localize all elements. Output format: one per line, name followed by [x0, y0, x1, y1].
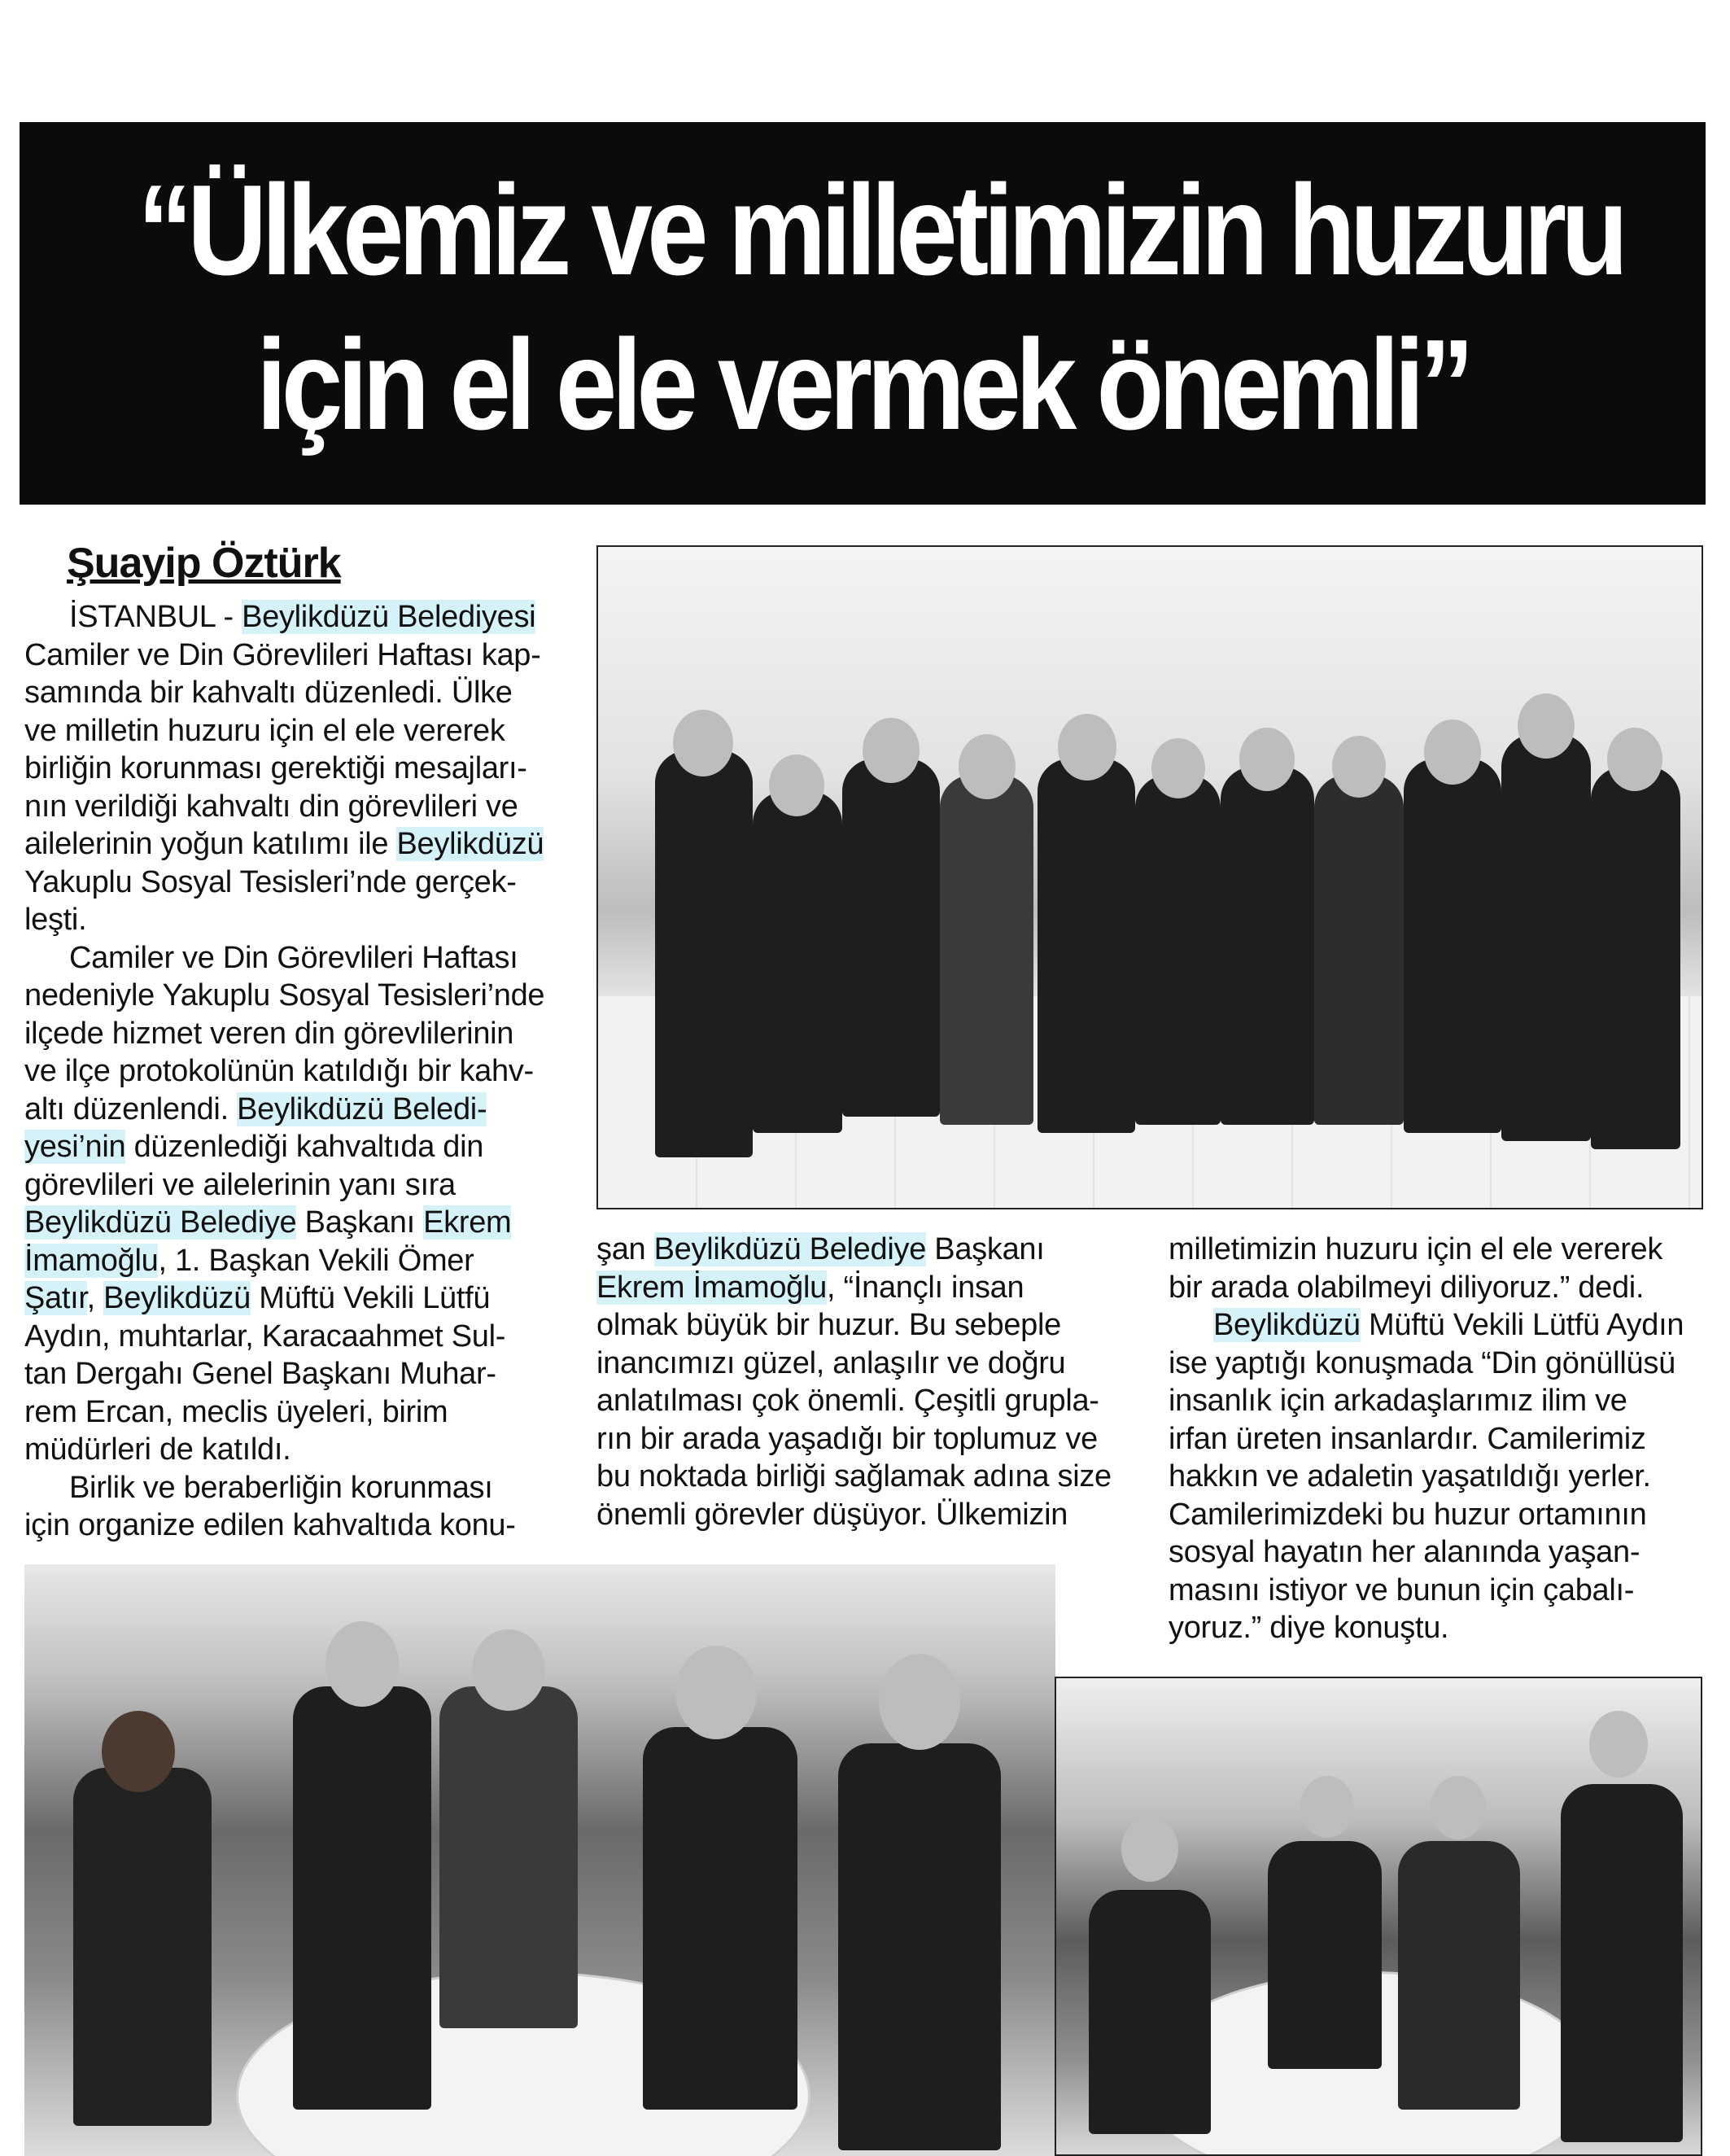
article-line: [24, 864, 561, 902]
text-run: Camilerimizdeki bu huzur ortamının: [1169, 1497, 1647, 1532]
article-line: [1169, 1231, 1706, 1269]
article-line: [24, 977, 561, 1015]
headline-line-1: “Ülkemiz ve milletimizin huzuru: [138, 159, 1623, 302]
text-run: ailelerinin yoğun katılımı ile: [24, 827, 397, 861]
article-column-1: [24, 598, 561, 1545]
article-line: [24, 939, 561, 977]
highlighted-name: Beylikdüzü Beledi-: [237, 1091, 487, 1126]
text-run: Aydın, muhtarlar, Karacaahmet Sul-: [24, 1319, 506, 1354]
text-run: irfan üreten insanlardır. Camilerimiz: [1169, 1421, 1646, 1456]
article-line: [24, 598, 561, 636]
text-run: leşti.: [24, 903, 87, 937]
text-run: rem Ercan, meclis üyeleri, birim: [24, 1394, 448, 1429]
article-line: [24, 1431, 561, 1469]
article-column-2: [596, 1231, 1134, 1533]
table-visit-photo: [1055, 1677, 1702, 2156]
text-run: görevlileri ve ailelerinin yanı sıra: [24, 1167, 456, 1202]
text-run: ise yaptığı konuşmada “Din gönüllüsü: [1169, 1345, 1675, 1380]
article-line: [1169, 1345, 1706, 1383]
text-run: insanlık için arkadaşlarımız ilim ve: [1169, 1384, 1627, 1418]
article-line: [596, 1269, 1134, 1307]
headline-banner: [20, 122, 1706, 505]
article-line: [596, 1382, 1134, 1420]
article-line: [1169, 1533, 1706, 1572]
text-run: , “İnançlı insan: [827, 1270, 1024, 1305]
article-line: [24, 1279, 561, 1318]
group-photo: [596, 545, 1703, 1209]
highlighted-name: Beylikdüzü: [1213, 1308, 1361, 1342]
text-run: ,: [86, 1281, 104, 1315]
highlighted-name: Beylikdüzü Belediye: [653, 1232, 927, 1266]
text-run: Başkanı: [926, 1232, 1045, 1266]
article-line: [596, 1231, 1134, 1269]
article-line: [24, 674, 561, 712]
article-line: [24, 1242, 561, 1280]
text-run: İSTANBUL -: [69, 600, 242, 634]
text-run: tan Dergahı Genel Başkanı Muhar-: [24, 1357, 496, 1391]
article-line: [24, 1128, 561, 1166]
highlighted-name: Beylikdüzü: [103, 1281, 251, 1315]
text-run: şan: [596, 1232, 654, 1266]
text-run: ilçede hizmet veren din görevlilerinin: [24, 1016, 514, 1051]
article-line: [24, 712, 561, 750]
text-run: düzenlediği kahvaltıda din: [125, 1130, 484, 1164]
highlighted-name: Beylikdüzü: [396, 827, 544, 861]
text-run: hakkın ve adaletin yaşatıldığı yerler.: [1169, 1459, 1651, 1493]
text-run: nedeniyle Yakuplu Sosyal Tesisleri’nde: [24, 978, 545, 1012]
article-line: [1169, 1458, 1706, 1496]
article-line: [1169, 1496, 1706, 1534]
article-line: [24, 825, 561, 864]
article-line: [24, 1052, 561, 1091]
article-line: [24, 1469, 561, 1507]
highlighted-name: Şatır: [24, 1281, 87, 1315]
article-column-3: [1169, 1231, 1706, 1647]
highlighted-name: Ekrem İmamoğlu: [596, 1270, 827, 1305]
text-run: , 1. Başkan Vekili Ömer: [158, 1243, 474, 1278]
text-run: Camiler ve Din Görevlileri Haftası kap-: [24, 637, 541, 672]
text-run: nın verildiği kahvaltı din görevlileri ve: [24, 789, 518, 824]
article-line: [1169, 1572, 1706, 1610]
text-run: samında bir kahvaltı düzenledi. Ülke: [24, 676, 513, 710]
text-run: anlatılması çok önemli. Çeşitli grupla-: [596, 1384, 1099, 1418]
highlighted-name: Ekrem: [423, 1205, 512, 1240]
text-run: milletimizin huzuru için el ele vererek: [1169, 1232, 1663, 1266]
text-run: Müftü Vekili Lütfü: [250, 1281, 491, 1315]
article-line: [24, 1091, 561, 1129]
handshake-photo: [24, 1564, 1055, 2156]
highlighted-name: yesi’nin: [24, 1130, 126, 1164]
highlighted-name: Beylikdüzü Belediyesi: [242, 600, 536, 634]
text-run: masını istiyor ve bunun için çabalı-: [1169, 1572, 1635, 1607]
headline: [138, 153, 1623, 462]
text-run: birliğin korunması gerektiği mesajları-: [24, 751, 527, 785]
text-run: sosyal hayatın her alanında yaşan-: [1169, 1535, 1640, 1569]
article-line: [24, 1166, 561, 1205]
text-run: Müftü Vekili Lütfü Aydın: [1360, 1308, 1684, 1342]
article-line: [1169, 1382, 1706, 1420]
article-line: [24, 750, 561, 788]
article-line: [1169, 1609, 1706, 1647]
article-line: [596, 1458, 1134, 1496]
article-line: [596, 1345, 1134, 1383]
text-run: rın bir arada yaşadığı bir toplumuz ve: [596, 1421, 1098, 1456]
text-run: ve ilçe protokolünün katıldığı bir kahv-: [24, 1054, 534, 1088]
article-line: [24, 1015, 561, 1053]
article-line: [24, 1355, 561, 1393]
text-run: için organize edilen kahvaltıda konu-: [24, 1508, 516, 1542]
text-run: bu noktada birliği sağlamak adına size: [596, 1459, 1112, 1493]
article-line: [1169, 1420, 1706, 1458]
text-run: olmak büyük bir huzur. Bu sebeple: [596, 1308, 1061, 1342]
article-line: [596, 1496, 1134, 1534]
article-line: [1169, 1269, 1706, 1307]
headline-line-2: için el ele vermek önemli”: [256, 313, 1470, 457]
article-line: [596, 1306, 1134, 1345]
text-run: önemli görevler düşüyor. Ülkemizin: [596, 1497, 1068, 1532]
article-line: [24, 1318, 561, 1356]
text-run: Başkanı: [296, 1205, 424, 1240]
byline: Şuayip Öztürk: [67, 540, 341, 587]
article-line: [24, 636, 561, 675]
article-line: [24, 901, 561, 939]
text-run: bir arada olabilmeyi diliyoruz.” dedi.: [1169, 1270, 1645, 1305]
text-run: Camiler ve Din Görevlileri Haftası: [69, 940, 518, 975]
text-run: inancımızı güzel, anlaşılır ve doğru: [596, 1345, 1066, 1380]
article-line: [24, 788, 561, 826]
article-line: [24, 1393, 561, 1432]
article-line: [1169, 1306, 1706, 1345]
text-run: yoruz.” diye konuştu.: [1169, 1611, 1449, 1645]
text-run: müdürleri de katıldı.: [24, 1432, 291, 1467]
highlighted-name: Beylikdüzü Belediye: [24, 1205, 297, 1240]
highlighted-name: İmamoğlu: [24, 1243, 159, 1278]
text-run: ve milletin huzuru için el ele vererek: [24, 713, 505, 748]
text-run: Birlik ve beraberliğin korunması: [69, 1470, 493, 1505]
text-run: altı düzenlendi.: [24, 1091, 238, 1126]
article-line: [24, 1507, 561, 1545]
article-line: [24, 1204, 561, 1242]
article-line: [596, 1420, 1134, 1458]
text-run: Yakuplu Sosyal Tesisleri’nde gerçek-: [24, 864, 517, 899]
